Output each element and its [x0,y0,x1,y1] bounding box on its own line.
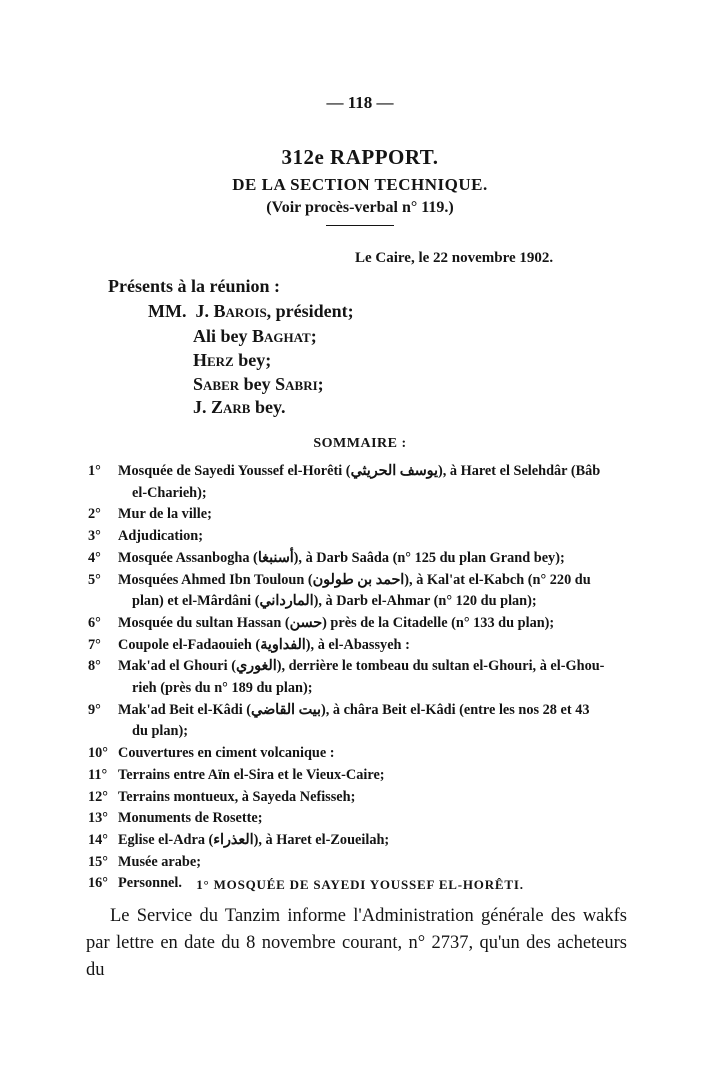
item-number: 12° [88,788,109,805]
item-text: Terrains entre Aïn el-Sira et le Vieux-Caire; [118,766,385,783]
item-continuation: du plan); [132,723,189,740]
item-number: 4° [88,549,101,566]
item-number: 7° [88,636,101,653]
report-title: 312e RAPPORT. [281,145,439,169]
item-text: Couvertures en ciment volcanique : [118,745,335,762]
sommaire-item [88,548,636,570]
item-number: 16° [88,875,109,892]
item-text: Adjudication; [118,528,203,545]
item-continuation: rieh (près du n° 189 du plan); [132,680,313,697]
item-number: 6° [88,614,101,631]
sommaire-item [88,808,636,830]
item-text: Musée arabe; [118,853,201,870]
item-number: 10° [88,745,109,762]
dateline: Le Caire, le 22 novembre 1902. [355,250,554,266]
item-text: Coupole el-Fadaouieh (الفداوية), à el-Abassyeh : [118,636,410,653]
sommaire-item [88,787,636,809]
section-heading: 1° MOSQUÉE DE SAYEDI YOUSSEF EL-HORÊTI. [196,877,524,892]
sommaire-item [88,635,636,657]
member-name: Herz [193,350,234,370]
body-paragraph: Le Service du Tanzim informe l'Administration générale des wakfs par lettre en date du 8 novembre courant, n° 2737, qu'un des acheteurs du [86,906,627,980]
sommaire-item [88,613,636,635]
item-text: Mur de la ville; [118,506,212,523]
item-continuation: el-Charieh); [132,484,207,501]
item-text: Mak'ad el Ghouri (الغوري), derrière le tombeau du sultan el-Ghouri, à el-Ghou- rieh (près du n° 189 du plan); [118,656,636,699]
sommaire-list [88,461,636,895]
page-number: — 118 — [326,93,394,112]
item-text: Mosquée du sultan Hassan (حسن) près de la Citadelle (n° 133 du plan); [118,614,555,631]
report-subtitle: DE LA SECTION TECHNIQUE. [232,175,488,194]
presents-label: Présents à la réunion : [108,276,280,296]
member-name: Baghat [252,326,311,346]
member-name: Saber [193,374,240,394]
sommaire-item [88,526,636,548]
item-number: 9° [88,701,101,718]
item-number: 8° [88,658,101,675]
member-line: Saber bey Sabri; [193,374,324,394]
member-name: Sabri [275,374,318,394]
member-line: Ali bey Baghat; [193,326,317,346]
item-text: Mak'ad Beit el-Kâdi (بيت القاضي), à châra Beit el-Kâdi (entre les nos 28 et 43 du plan); [118,700,636,743]
sommaire-item [88,765,636,787]
item-number: 5° [88,571,101,588]
member-line: J. Zarb bey. [193,397,286,417]
sommaire-item [88,570,636,613]
sommaire-item [88,461,636,504]
item-text: Personnel. [118,875,182,892]
sommaire-item [88,504,636,526]
item-number: 14° [88,831,109,848]
sommaire-item [88,656,636,699]
item-text: Mosquée de Sayedi Youssef el-Horêti (يوسف الحريثي), à Haret el Selehdâr (Bâb el-Charieh); [118,461,636,504]
sommaire-item [88,700,636,743]
member-line: Herz bey; [193,350,272,370]
item-number: 1° [88,463,101,479]
item-continuation: plan) et el-Mârdâni (المارداني), à Darb el-Ahmar (n° 120 du plan); [132,593,537,610]
report-reference: (Voir procès-verbal n° 119.) [266,199,454,216]
item-number: 13° [88,810,109,827]
item-number: 3° [88,528,101,545]
item-text: Monuments de Rosette; [118,810,263,827]
member-name: Zarb [211,397,251,417]
item-text: Mosquée Assanbogha (أسنبغا), à Darb Saâda (n° 125 du plan Grand bey); [118,549,565,566]
member-name: Barois [213,301,267,321]
sommaire-item [88,743,636,765]
item-text: Eglise el-Adra (العذراء), à Haret el-Zoueilah; [118,831,390,848]
item-number: 15° [88,853,109,870]
item-number: 2° [88,506,101,523]
item-number: 11° [88,766,108,783]
title-rule [326,225,394,226]
member-line: MM. J. Barois, président; [148,301,354,321]
sommaire-heading: SOMMAIRE : [313,436,407,451]
item-text: Mosquées Ahmed Ibn Touloun (احمد بن طولون), à Kal'at el-Kabch (n° 220 du plan) et el-Mârdâni (المارداني), à Darb el-Ahmar (n° 120 du plan); [118,570,636,613]
sommaire-item [88,830,636,852]
item-text: Terrains montueux, à Sayeda Nefisseh; [118,788,356,805]
sommaire-item [88,852,636,874]
